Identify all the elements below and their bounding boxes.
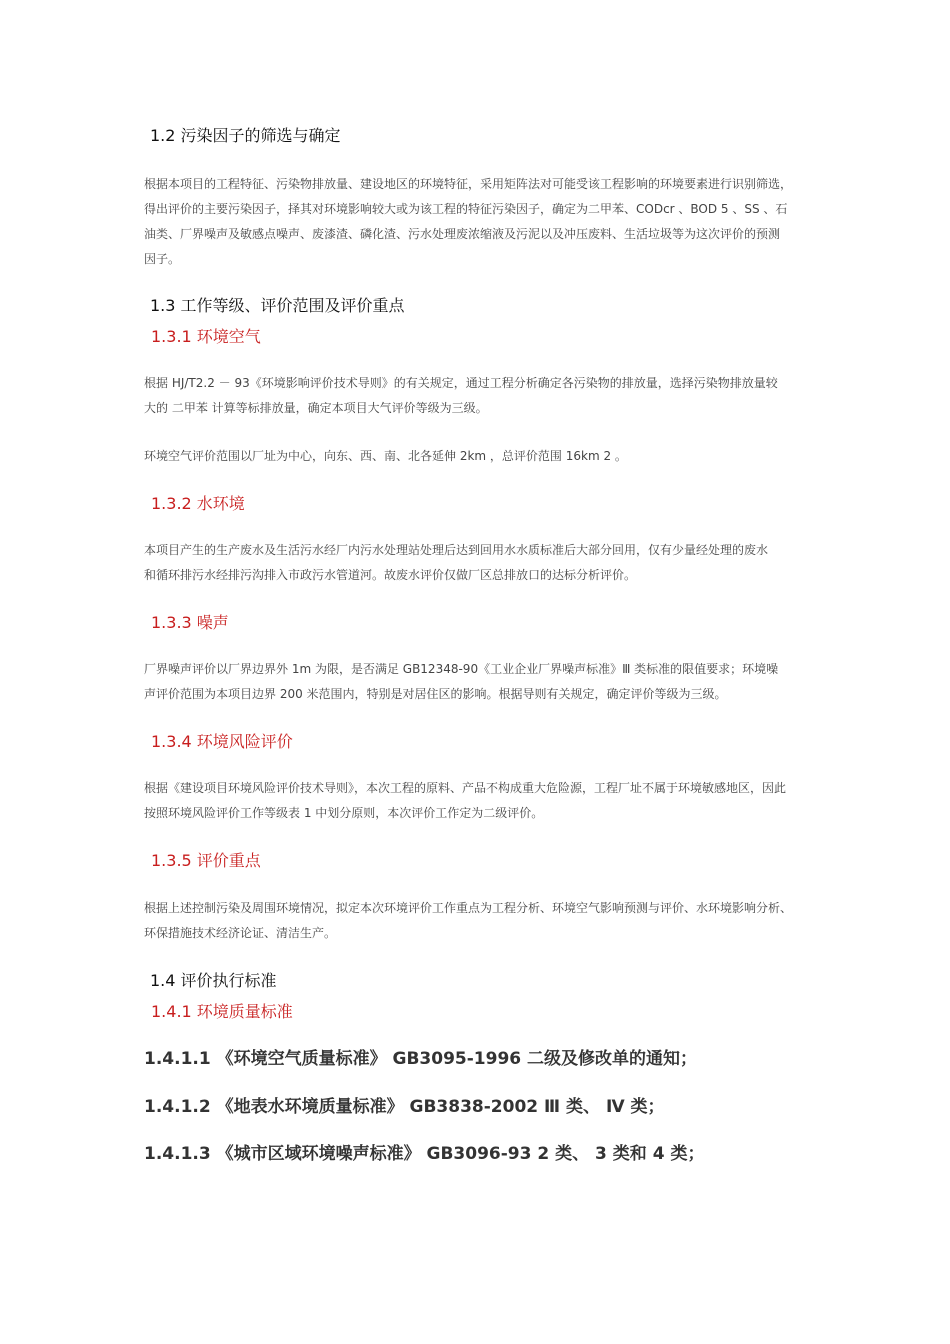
heading-1-3-1: 1.3.1 环境空气	[151, 327, 261, 346]
paragraph-line: 根据本项目的工程特征、污染物排放量、建设地区的环境特征，采用矩阵法对可能受该工程影响的环境要素进行识别筛选，	[144, 177, 793, 191]
heading-1-3-3: 1.3.3 噪声	[151, 613, 229, 632]
paragraph-line: 按照环境风险评价工作等级表 1 中划分原则，本次评价工作定为二级评价。	[144, 806, 544, 820]
heading-1-3: 1.3 工作等级、评价范围及评价重点	[150, 296, 405, 315]
heading-1-3-5: 1.3.5 评价重点	[151, 851, 261, 870]
paragraph-line: 环境空气评价范围以厂址为中心，向东、西、南、北各延伸 2km ，总评价范围 16km 2 。	[144, 449, 627, 463]
paragraph-line: 环保措施技术经济论证、清洁生产。	[144, 926, 337, 940]
paragraph-line: 油类、厂界噪声及敏感点噪声、废漆渣、磷化渣、污水处理废浓缩液及污泥以及冲压废料、生活垃圾等为这次评价的预测	[144, 227, 781, 241]
heading-1-2: 1.2 污染因子的筛选与确定	[150, 126, 341, 145]
paragraph-1-3-5	[144, 896, 814, 946]
standard-item-1-4-1-3: 1.4.1.3 《城市区域环境噪声标准》 GB3096-93 2 类、 3 类和 4 类；	[144, 1144, 705, 1164]
heading-1-3-4: 1.3.4 环境风险评价	[151, 732, 293, 751]
paragraph-line: 因子。	[144, 252, 181, 266]
paragraph-line: 本项目产生的生产废水及生活污水经厂内污水处理站处理后达到回用水水质标准后大部分回用，仅有少量经处理的废水	[144, 543, 769, 557]
paragraph-line: 得出评价的主要污染因子，择其对环境影响较大或为该工程的特征污染因子，确定为二甲苯、CODcr 、BOD 5 、SS 、石	[144, 202, 788, 216]
paragraph-1-3-4	[144, 776, 814, 826]
heading-1-4: 1.4 评价执行标准	[150, 971, 277, 990]
paragraph-line: 厂界噪声评价以厂界边界外 1m 为限，是否满足 GB12348-90《工业企业厂界噪声标准》Ⅲ 类标准的限值要求；环境噪	[144, 662, 779, 676]
heading-1-4-1: 1.4.1 环境质量标准	[151, 1002, 293, 1021]
paragraph-line: 大的 二甲苯 计算等标排放量，确定本项目大气评价等级为三级。	[144, 401, 488, 415]
paragraph-line: 和循环排污水经排污沟排入市政污水管道河。故废水评价仅做厂区总排放口的达标分析评价。	[144, 568, 637, 582]
standard-item-1-4-1-2: 1.4.1.2 《地表水环境质量标准》 GB3838-2002 Ⅲ 类、 Ⅳ 类；	[144, 1097, 665, 1117]
paragraph-line: 根据《建设项目环境风险评价技术导则》，本次工程的原料、产品不构成重大危险源，工程厂址不属于环境敏感地区，因此	[144, 781, 787, 795]
paragraph-1-3-2	[144, 538, 814, 588]
paragraph-1-3-3	[144, 657, 814, 707]
paragraph-1-3-1-b	[144, 444, 814, 469]
paragraph-1-2	[144, 172, 814, 272]
paragraph-line: 根据上述控制污染及周围环境情况，拟定本次环境评价工作重点为工程分析、环境空气影响预测与评价、水环境影响分析、	[144, 901, 793, 915]
standard-item-1-4-1-1: 1.4.1.1 《环境空气质量标准》 GB3095-1996 二级及修改单的通知；	[144, 1049, 698, 1069]
paragraph-1-3-1-a	[144, 371, 814, 421]
paragraph-line: 根据 HJ/T2.2 － 93《环境影响评价技术导则》的有关规定，通过工程分析确定各污染物的排放量，选择污染物排放量较	[144, 376, 778, 390]
heading-1-3-2: 1.3.2 水环境	[151, 494, 245, 513]
paragraph-line: 声评价范围为本项目边界 200 米范围内，特别是对居住区的影响。根据导则有关规定，确定评价等级为三级。	[144, 687, 727, 701]
